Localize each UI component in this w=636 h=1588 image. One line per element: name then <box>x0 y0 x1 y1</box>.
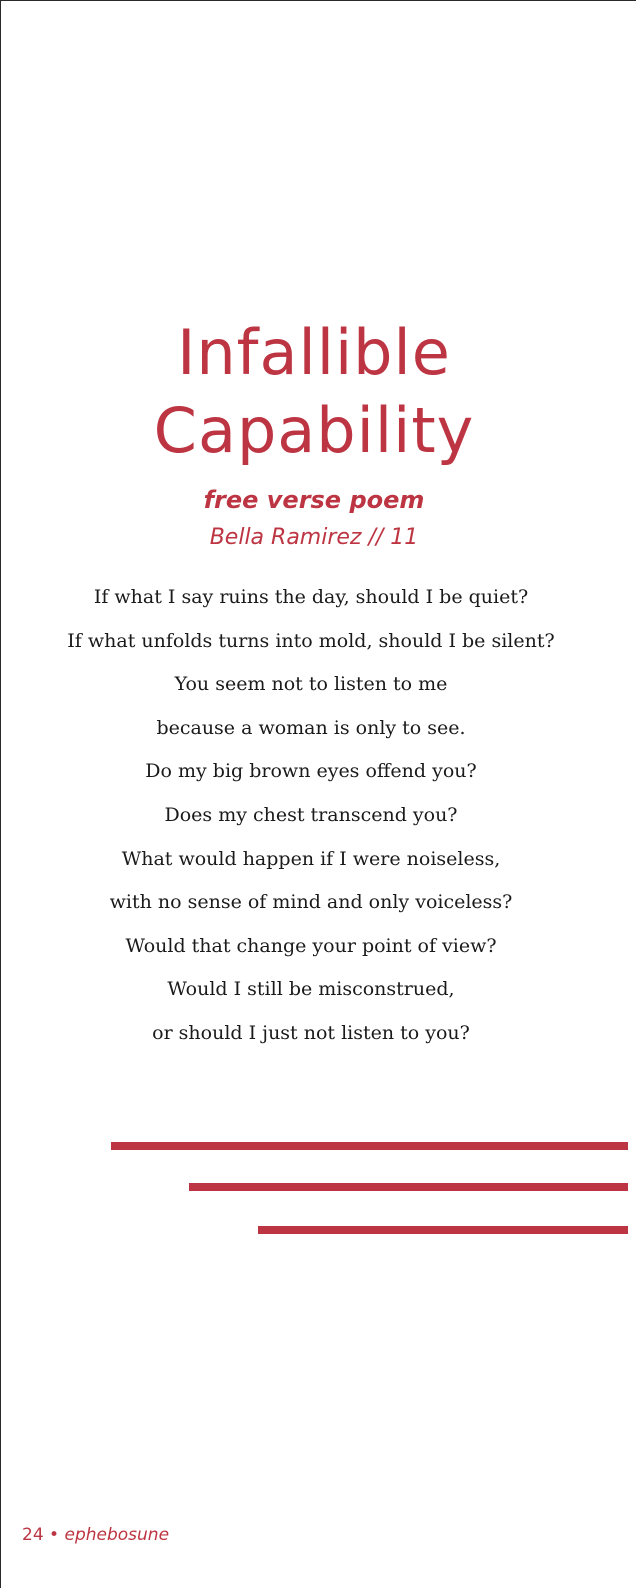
poem-line: If what I say ruins the day, should I be quiet? <box>93 586 529 608</box>
title-line-2: Capability <box>153 394 475 467</box>
poem-line: Would that change your point of view? <box>125 934 497 957</box>
poem-genre: free verse poem <box>203 486 425 514</box>
poem-line: If what unfolds turns into mold, should I be silent? <box>67 629 555 652</box>
page-footer <box>22 1522 169 1548</box>
poem-line: because a woman is only to see. <box>156 716 466 739</box>
footer-separator: • <box>49 1525 60 1545</box>
poem-line: What would happen if I were noiseless, <box>121 847 501 870</box>
poem-line: Do my big brown eyes offend you? <box>145 760 477 783</box>
page-number: 24 <box>22 1525 44 1545</box>
publication-name: ephebosune <box>64 1525 170 1545</box>
title-line-1: Infallible <box>177 316 451 389</box>
decorative-bar-bottom <box>258 1226 628 1234</box>
poem-body <box>0 579 622 1059</box>
decorative-bar-middle <box>189 1183 628 1191</box>
poem-line: Does my chest transcend you? <box>164 803 458 826</box>
poem-line: with no sense of mind and only voiceless? <box>109 891 513 914</box>
poem-line: You seem not to listen to me <box>174 673 448 696</box>
poem-line: or should I just not listen to you? <box>152 1021 470 1044</box>
author-byline: Bella Ramirez // 11 <box>209 525 419 550</box>
decorative-bar-top <box>111 1142 628 1150</box>
poem-title <box>0 314 628 470</box>
poem-line: Would I still be misconstrued, <box>167 978 455 1001</box>
